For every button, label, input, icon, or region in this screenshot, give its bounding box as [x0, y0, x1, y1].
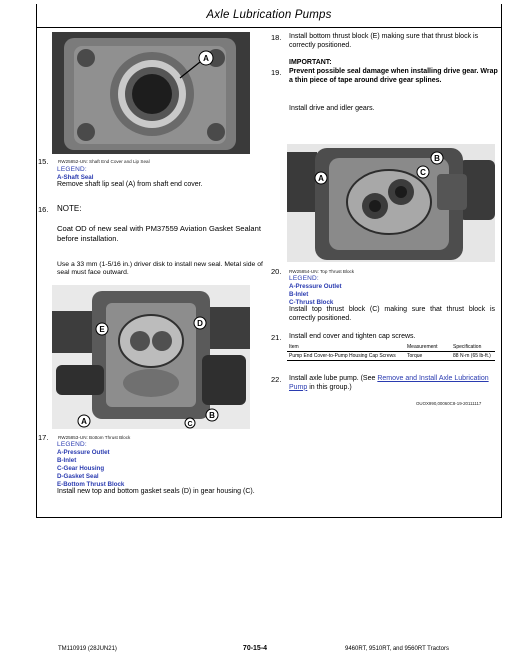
step-19-sub-text: Install drive and idler gears. — [289, 105, 375, 112]
table-row — [287, 352, 495, 361]
column-header: Item — [287, 343, 405, 352]
shaft-end-cover-illustration — [52, 32, 250, 154]
column-header: Measurement — [405, 343, 451, 352]
document-reference: OUOX990,00060C8-19-20111117 — [416, 401, 482, 406]
step-20-legend-title: LEGEND: — [289, 275, 319, 282]
step-20-text: Install top thrust block (C) making sure that thrust block is correctly positioned. — [289, 306, 495, 322]
step-17-legend-item: E-Bottom Thrust Block — [57, 481, 125, 488]
table-header-row — [287, 343, 495, 352]
step-17-legend-item: C-Gear Housing — [57, 465, 105, 472]
step-19-text: Prevent possible seal damage when installing drive gear. Wrap a thin piece of tape around drive gear splines. — [289, 68, 498, 84]
step-22-text-before: Install axle lube pump. (See — [289, 375, 376, 382]
callout-b: B — [209, 411, 215, 420]
column-header: Specification — [451, 343, 495, 352]
step-17-legend-item: B-Inlet — [57, 457, 77, 464]
step-16-number: 16. — [38, 205, 49, 214]
step-17-caption: RW25853-UN: Bottom Thrust Block — [58, 435, 131, 440]
footer-page-number: 70-15-4 — [242, 645, 268, 652]
callout-c: C — [420, 168, 426, 177]
callout-b: B — [434, 154, 440, 163]
step-20-legend-item: C-Thrust Block — [289, 299, 334, 306]
step-15-legend-title: LEGEND: — [57, 166, 87, 173]
step-18-number: 18. — [271, 33, 282, 42]
step-15-text: Remove shaft lip seal (A) from shaft end cover. — [57, 181, 203, 188]
step-18-text: Install bottom thrust block (E) making sure that thrust block is correctly positioned. — [289, 33, 479, 49]
footer-doc-id: TM110919 (28JUN21) — [58, 646, 117, 652]
step-16-note-label: NOTE: — [57, 204, 82, 213]
step-22-text — [289, 375, 495, 392]
callout-a: A — [203, 54, 209, 63]
page-title: Axle Lubrication Pumps — [206, 9, 332, 21]
shaft-end-cover-photo — [52, 32, 250, 154]
step-21-text: Install end cover and tighten cap screws. — [289, 333, 416, 340]
bottom-thrust-block-photo — [52, 285, 250, 429]
step-17-legend-title: LEGEND: — [57, 441, 87, 448]
step-16-note-text: Coat OD of new seal with PM37559 Aviation Gasket Sealant before installation. — [57, 224, 261, 243]
table-cell: Torque — [405, 352, 451, 361]
step-17-text: Install new top and bottom gasket seals (D) in gear housing (C). — [57, 488, 255, 495]
step-20-number: 20. — [271, 267, 282, 276]
table-cell: Pump End Cover-to-Pump Housing Cap Screws — [287, 352, 405, 361]
step-16-text: Use a 33 mm (1-5/16 in.) driver disk to install new seal. Metal side of seal must face outward. — [57, 261, 263, 277]
step-22-number: 22. — [271, 375, 282, 384]
callout-c: C — [187, 421, 193, 428]
step-17-number: 17. — [38, 433, 49, 442]
callout-a: A — [81, 417, 87, 426]
important-label: IMPORTANT: — [289, 59, 332, 66]
footer-model-list: 9460RT, 9510RT, and 9560RT Tractors — [345, 646, 449, 652]
step-20-caption: RW25854-UN: Top Thrust Block — [289, 269, 355, 274]
callout-e: E — [99, 325, 105, 334]
callout-d: D — [197, 319, 203, 328]
step-17-legend-item: A-Pressure Outlet — [57, 449, 110, 456]
step-20-legend-item: A-Pressure Outlet — [289, 283, 342, 290]
bottom-thrust-block-illustration — [52, 285, 250, 429]
table-cell: 88 N·m (65 lb-ft.) — [451, 352, 495, 361]
top-thrust-block-photo — [287, 144, 495, 262]
callout-a: A — [318, 174, 324, 183]
step-22-text-after: in this group.) — [309, 383, 352, 391]
step-15-number: 15. — [38, 157, 49, 166]
remove-install-pump-link[interactable]: Remove and Install Axle Lubrication Pump — [289, 375, 489, 391]
step-21-number: 21. — [271, 333, 282, 342]
step-19-number: 19. — [271, 68, 282, 77]
torque-spec-table — [287, 343, 495, 361]
step-20-legend-item: B-Inlet — [289, 291, 309, 298]
step-15-caption: RW25852-UN: Shaft End Cover and Lip Seal — [58, 159, 150, 164]
top-thrust-block-illustration — [287, 144, 495, 262]
step-17-legend-item: D-Gasket Seal — [57, 473, 99, 480]
step-15-legend-item: A-Shaft Seal — [57, 174, 94, 181]
